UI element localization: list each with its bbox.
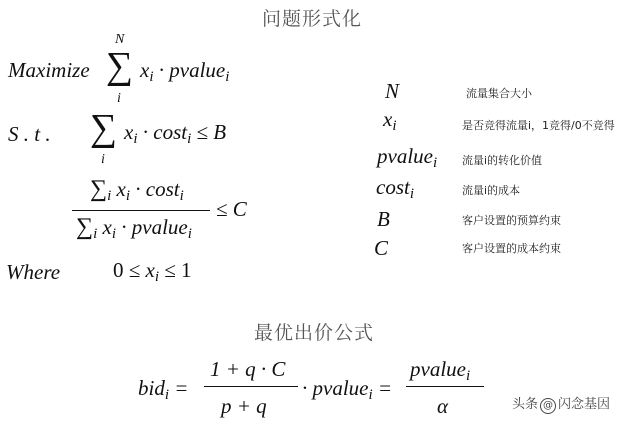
def-desc-pvalue: 流量i的转化价值 (462, 154, 543, 167)
sum-upper-limit: N (115, 32, 125, 47)
objective-expression: $x_i$ · pvalue$_i$ (140, 58, 230, 85)
def-symbol-pvalue: pvalue$_i$ (377, 144, 438, 171)
def-desc-x: 是否竞得流量i，1竞得/0不竞得 (462, 119, 615, 132)
budget-sum-index: i (101, 152, 105, 167)
subject-to-label: S . t . (8, 122, 51, 146)
def-symbol-cost: cost$_i$ (376, 175, 414, 202)
bid-middle: · pvalue$_i$ = (302, 376, 393, 403)
budget-sum-sign: ∑ (90, 107, 118, 149)
watermark-prefix: 头条 (512, 397, 539, 412)
budget-constraint: $x_i \cdot \cos t_i \le B$ (124, 120, 227, 147)
bid-numerator: 1 + q · C (210, 357, 286, 381)
bid-denominator: p + q (221, 394, 267, 418)
def-desc-c: 客户设置的成本约束 (462, 242, 561, 255)
bid-fraction-line (204, 386, 298, 387)
sum-lower-index: i (117, 91, 121, 106)
bid-formula-heading: 最优出价公式 (254, 322, 375, 344)
problem-heading: 问题形式化 (262, 8, 363, 30)
def-desc-cost: 流量i的成本 (462, 184, 521, 197)
def-symbol-c: C (374, 236, 389, 260)
bid-rhs-numerator: pvalue$_i$ (410, 357, 471, 384)
objective-sum-sign: ∑ (106, 45, 134, 87)
ratio-denominator: $\sum_i$ $x_i$ · pvalue$_i$ (76, 214, 192, 242)
bounds-expression: $0 \le x_i \le 1$ (113, 258, 192, 285)
maximize-label: Maximize (8, 58, 90, 82)
def-desc-n: 流量集合大小 (466, 87, 532, 100)
watermark (512, 393, 610, 414)
where-label: Where (6, 260, 61, 284)
def-desc-b: 客户设置的预算约束 (462, 214, 561, 227)
watermark-name: 闪念基因 (558, 397, 611, 412)
ratio-numerator: $\sum_i$ $x_i \cdot \cos t_i$ (90, 176, 184, 204)
bid-lhs: bid$_i$ = (138, 376, 189, 403)
ratio-fraction-line (72, 210, 210, 211)
def-symbol-x: $x_i$ (383, 107, 397, 134)
bid-rhs-denominator: α (437, 394, 449, 418)
def-symbol-n: N (385, 79, 400, 103)
ratio-bound: ≤ C (216, 197, 247, 221)
watermark-at: @ (540, 398, 556, 414)
def-symbol-b: B (377, 207, 390, 231)
bid-rhs-fraction-line (406, 386, 484, 387)
